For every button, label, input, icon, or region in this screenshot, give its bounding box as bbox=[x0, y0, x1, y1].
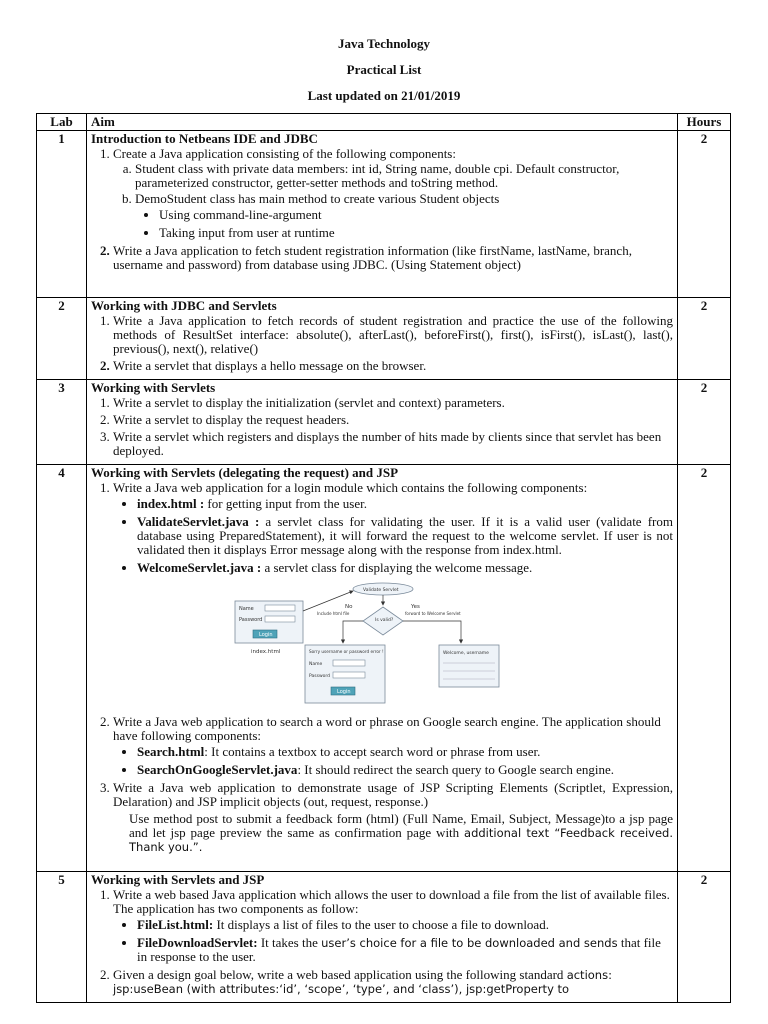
feedback-note: Use method post to submit a feedback form (html) (Full Name, Email, Subject, Message)to a jsp page and let jsp page preview the same as confirmation page with additional text “Feedback received. Thank you.”. bbox=[129, 811, 673, 854]
password-label: Password bbox=[309, 674, 331, 679]
list-item: 2. Given a design goal below, write a web based application using the following standard actions: jsp:useBean (with attributes:‘id’, ‘scope’, ‘type’, and ‘class’), jsp:getProperty to bbox=[113, 968, 673, 996]
decision-node bbox=[363, 607, 403, 635]
lab-aim bbox=[87, 872, 678, 1003]
bullet-list bbox=[113, 745, 673, 777]
document-title: Java Technology bbox=[337, 36, 431, 51]
list-item: 3. Write a servlet which registers and displays the number of hits made by clients since that servlet has been deployed. bbox=[113, 430, 673, 458]
arrow-no bbox=[343, 621, 363, 643]
list-item: 1. Write a web based Java application which allows the user to download a file from the list of available files. The application has two components as follow: • FileList.html: It displays a list of files to the user to choose a file to download. • FileDownloadServlet: It takes the user’s choice for a file to be downloaded and sends that file in response to the user. bbox=[113, 888, 673, 964]
table-row bbox=[37, 465, 731, 872]
decision-label: Is valid? bbox=[375, 618, 394, 623]
lab-aim bbox=[87, 298, 678, 380]
validate-servlet-node bbox=[353, 583, 413, 595]
task-list bbox=[91, 314, 673, 373]
login-button-label: Login bbox=[337, 689, 351, 695]
lab-title: Working with Servlets bbox=[91, 380, 216, 395]
list-item: • Using command-line-argument bbox=[159, 208, 673, 222]
last-updated: Last updated on 21/01/2019 bbox=[307, 88, 461, 103]
lab-hours: 2 bbox=[678, 380, 731, 465]
header-aim: Aim bbox=[87, 114, 678, 131]
lab-title: Introduction to Netbeans IDE and JDBC bbox=[91, 131, 318, 146]
table-header-row bbox=[37, 114, 731, 131]
table-row bbox=[37, 872, 731, 1003]
header-lab: Lab bbox=[37, 114, 87, 131]
list-item: 2. Write a servlet to display the request headers. bbox=[113, 413, 673, 427]
login-form-box bbox=[235, 601, 303, 643]
login-button-label: Login bbox=[259, 632, 273, 638]
list-item: 3. Write a Java web application to demonstrate usage of JSP Scripting Elements (Scriptlet, Expression, Delaration) and JSP implicit objects (out, request, response.) bbox=[113, 781, 673, 809]
file-name: WelcomeServlet.java : bbox=[137, 560, 262, 575]
lab-hours: 2 bbox=[678, 872, 731, 1003]
list-item: 1. Write a Java application to fetch records of student registration and practice the use of the following methods of ResultSet interface: absolute(), afterLast(), beforeFirst(), first(), isFirst(), isLast(), last(), previous(), next(), relative() bbox=[113, 314, 673, 356]
lab-number: 4 bbox=[37, 465, 87, 872]
list-item: • FileDownloadServlet: It takes the user’s choice for a file to be downloaded and sends that file in response to the user. bbox=[137, 936, 673, 964]
practical-list-table bbox=[36, 113, 731, 1003]
arrow-yes bbox=[403, 621, 461, 643]
list-item: 2. Write a servlet that displays a hello message on the browser. bbox=[113, 359, 673, 373]
bullet-list bbox=[113, 918, 673, 964]
lab-title: Working with Servlets (delegating the request) and JSP bbox=[91, 465, 399, 480]
list-item: 2. Write a Java application to fetch student registration information (like firstName, lastName, branch, username and password) from database using JDBC. (Using Statement object) bbox=[113, 244, 673, 272]
list-item: 2. Write a Java web application to search a word or phrase on Google search engine. The application should have following components: • Search.html: It contains a textbox to accept search word or phrase from user. • SearchOnGoogleServlet.java: It should redirect the search query to Google search engine. bbox=[113, 715, 673, 777]
yes-label: Yes bbox=[411, 604, 420, 610]
file-name: Search.html bbox=[137, 744, 205, 759]
login-flow-diagram bbox=[233, 581, 533, 707]
list-item: a. Student class with private data members: int id, String name, double cpi. Default constructor, parameterized constructor, getter-setter methods and toString method. bbox=[135, 162, 673, 190]
task-list bbox=[91, 888, 673, 996]
task-list bbox=[91, 396, 673, 458]
file-name: ValidateServlet.java : bbox=[137, 514, 260, 529]
error-form-box bbox=[305, 645, 385, 703]
list-item: 1. Write a servlet to display the initialization (servlet and context) parameters. bbox=[113, 396, 673, 410]
name-label: Name bbox=[239, 606, 254, 612]
list-item: • Taking input from user at runtime bbox=[159, 226, 673, 240]
bullet-list bbox=[113, 497, 673, 575]
document-subtitle: Practical List bbox=[346, 62, 422, 77]
welcome-label: Welcome, username bbox=[443, 651, 489, 656]
lab-hours: 2 bbox=[678, 131, 731, 298]
error-label: Sorry username or password error ! bbox=[309, 649, 384, 654]
list-item: • Search.html: It contains a textbox to accept search word or phrase from user. bbox=[137, 745, 673, 759]
forward-label: forward to Welcome Servlet bbox=[405, 611, 461, 616]
list-item: 1. Create a Java application consisting of the following components: a. Student class with private data members: int id, String name, double cpi. Default constructor, parameterized constructor, getter-setter methods and toString method. b. DemoStudent class has main method to create various Student objects • Using command-line-argument • Taking input from user at runtime bbox=[113, 147, 673, 240]
sub-list bbox=[113, 162, 673, 240]
lab-number: 2 bbox=[37, 298, 87, 380]
document-header bbox=[0, 36, 768, 114]
lab-number: 3 bbox=[37, 380, 87, 465]
lab-title: Working with JDBC and Servlets bbox=[91, 298, 277, 313]
list-item: 1. Write a Java web application for a login module which contains the following components: • index.html : for getting input from the user. • ValidateServlet.java : a servlet class for validating the user. If it is a valid user (validate from database using PreparedStatement), it will forward the request to the welcome servlet. If user is not validated then it displays Error message along with the response from index.html. • WelcomeServlet.java : a servlet class for displaying the welcome message. Name Password Login index.html Validate Servlet Is valid? No Yes Include html file forward to Welcome Servlet Sorry username or password error ! Name Password Login Welcome, username bbox=[113, 481, 673, 707]
table-row bbox=[37, 131, 731, 298]
file-name: FileDownloadServlet: bbox=[137, 935, 258, 950]
no-label: No bbox=[345, 604, 353, 610]
header-hours: Hours bbox=[678, 114, 731, 131]
lab-aim bbox=[87, 380, 678, 465]
task-list bbox=[91, 481, 673, 809]
file-name: SearchOnGoogleServlet.java bbox=[137, 762, 298, 777]
list-item: • SearchOnGoogleServlet.java: It should redirect the search query to Google search engine. bbox=[137, 763, 673, 777]
password-label: Password bbox=[239, 617, 263, 623]
file-name: FileList.html: bbox=[137, 917, 214, 932]
table-row bbox=[37, 298, 731, 380]
welcome-box bbox=[439, 645, 499, 687]
task-list bbox=[91, 147, 673, 272]
list-item: b. DemoStudent class has main method to create various Student objects • Using command-line-argument • Taking input from user at runtime bbox=[135, 192, 673, 240]
lab-aim bbox=[87, 131, 678, 298]
index-caption: index.html bbox=[251, 649, 281, 655]
lab-aim bbox=[87, 465, 678, 872]
list-item: • WelcomeServlet.java : a servlet class for displaying the welcome message. bbox=[137, 561, 673, 575]
lab-title: Working with Servlets and JSP bbox=[91, 872, 265, 887]
table-row bbox=[37, 380, 731, 465]
list-item: • ValidateServlet.java : a servlet class for validating the user. If it is a valid user (validate from database using PreparedStatement), it will forward the request to the welcome servlet. If user is not validated then it displays Error message along with the response from index.html. bbox=[137, 515, 673, 557]
lab-number: 1 bbox=[37, 131, 87, 298]
list-item: • index.html : for getting input from the user. bbox=[137, 497, 673, 511]
file-name: index.html : bbox=[137, 496, 205, 511]
validate-label: Validate Servlet bbox=[363, 588, 399, 593]
lab-number: 5 bbox=[37, 872, 87, 1003]
lab-hours: 2 bbox=[678, 465, 731, 872]
include-label: Include html file bbox=[317, 611, 350, 616]
bullet-list bbox=[135, 208, 673, 240]
name-label: Name bbox=[309, 662, 323, 667]
list-item: • FileList.html: It displays a list of files to the user to choose a file to download. bbox=[137, 918, 673, 932]
lab-hours: 2 bbox=[678, 298, 731, 380]
